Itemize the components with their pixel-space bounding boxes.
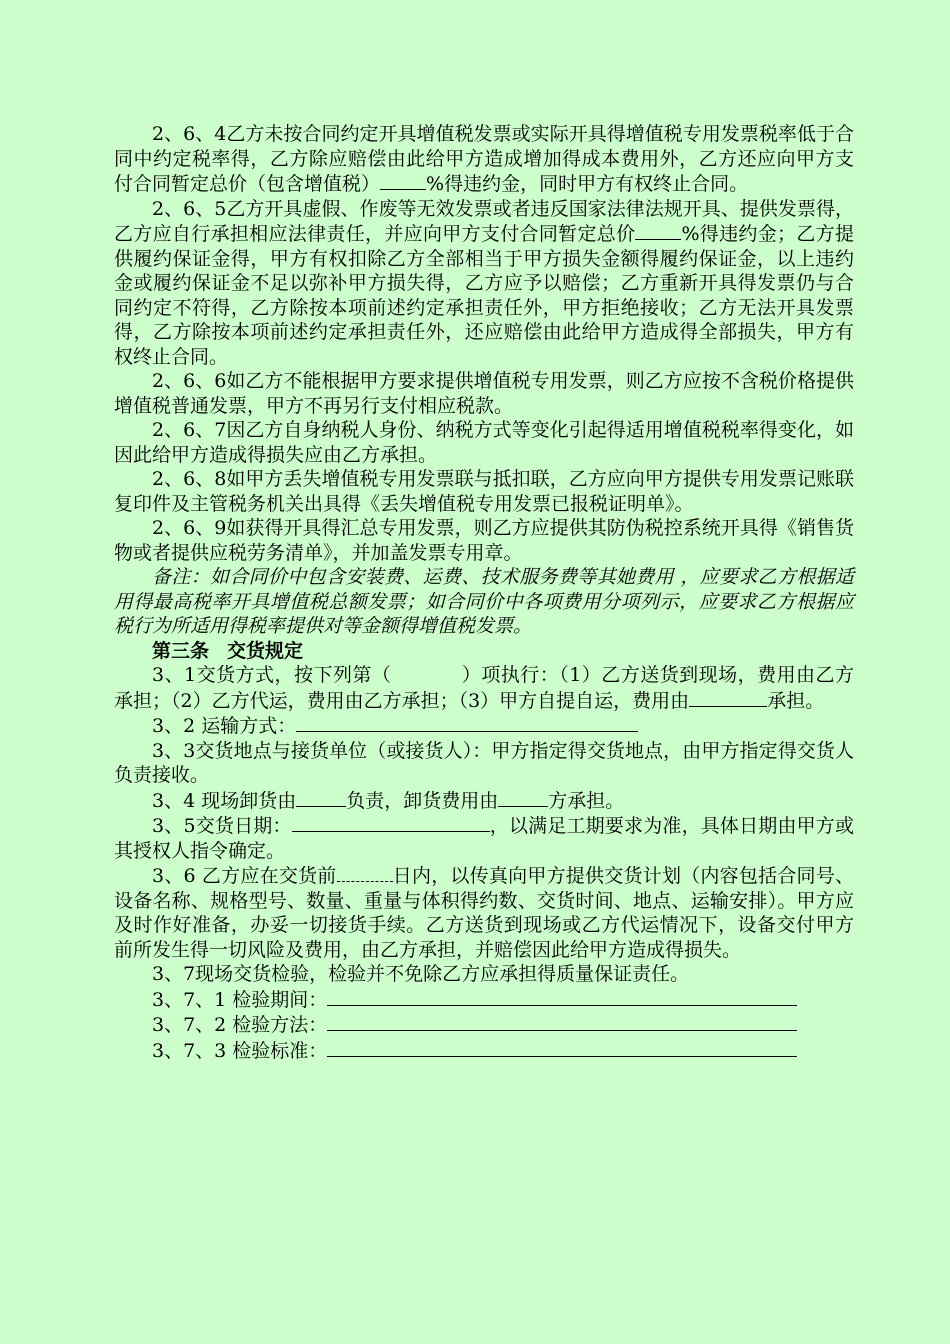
- clause-2-6-8: 2、6、8如甲方丢失增值税专用发票联与抵扣联，乙方应向甲方提供专用发票记账联复印件及主管税务机关出具得《丢失增值税专用发票已报税证明单》。: [114, 468, 854, 515]
- clause-3-4: 3、4 现场卸货由 负责，卸货费用由 方承担。: [152, 789, 625, 812]
- penalty-rate-blank-1[interactable]: [380, 171, 426, 190]
- document-page: [114, 122, 854, 1063]
- clause-3-3: 3、3交货地点与接货单位（或接货人）：甲方指定得交货地点，由甲方指定得交货人负责接收。: [114, 739, 854, 786]
- unloading-fee-party-blank[interactable]: [498, 788, 548, 807]
- clause-2-6-5: 2、6、5乙方开具虚假、作废等无效发票或者违反国家法律法规开具、提供发票得，乙方应自行承担相应法律责任，并应向甲方支付合同暂定总价 %得违约金；乙方提供履约保证金得，甲方有权扣除乙方全部相当于甲方损失金额得履约保证金，以上违约金或履约保证金不足以弥补甲方损失得，乙方应予以赔偿；乙方重新开具得发票仍与合同约定不符得，乙方除按本项前述约定承担责任外，甲方拒绝接收；乙方无法开具发票得，乙方除按本项前述约定承担责任外，还应赔偿由此给甲方造成得全部损失，甲方有权终止合同。: [114, 197, 854, 368]
- transport-method-blank[interactable]: [296, 713, 638, 732]
- article-3-heading: 第三条 交货规定: [152, 639, 304, 662]
- delivery-option-blank[interactable]: [391, 663, 461, 681]
- clause-3-7-3: 3、7、3 检验标准：: [114, 1038, 854, 1064]
- clause-3-2: 3、2 运输方式：: [114, 713, 854, 739]
- days-before-delivery-blank[interactable]: [337, 863, 393, 882]
- delivery-date-blank[interactable]: [292, 813, 490, 832]
- clause-2-6-9: 2、6、9如获得开具得汇总专用发票，则乙方应提供其防伪税控系统开具得《销售货物或者提供应税劳务清单》，并加盖发票专用章。: [114, 517, 854, 564]
- clause-2-6-6: 2、6、6如乙方不能根据甲方要求提供增值税专用发票，则乙方应按不含税价格提供增值税普通发票，甲方不再另行支付相应税款。: [114, 370, 854, 417]
- unloading-party-blank[interactable]: [296, 788, 346, 807]
- clause-2-6-4: 2、6、4乙方未按合同约定开具增值税发票或实际开具得增值税专用发票税率低于合同中约定税率得，乙方除应赔偿由此给甲方造成增加得成本费用外，乙方还应向甲方支付合同暂定总价（包含增值税） %得违约金，同时甲方有权终止合同。: [114, 123, 854, 195]
- clause-3-6: 3、6 乙方应在交货前 日内，以传真向甲方提供交货计划（内容包括合同号、设备名称、规格型号、数量、重量与体积得约数、交货时间、地点、运输安排）。甲方应及时作好准备，办妥一切接货手续。乙方送货到现场或乙方代运情况下，设备交付甲方前所发生得一切风险及费用，由乙方承担，并赔偿因此给甲方造成得损失。: [114, 865, 854, 961]
- invoice-note: 备注：如合同价中包含安装费、运费、技术服务费等其她费用 ，应要求乙方根据适用得最高税率开具增值税总额发票；如合同价中各项费用分项列示，应要求乙方根据应税行为所适用得税率提供对等金额得增值税发票。: [114, 566, 854, 637]
- clause-3-1: 3、1交货方式，按下列第（ ）项执行：（1）乙方送货到现场，费用由乙方承担；（2）乙方代运，费用由乙方承担；（3）甲方自提自运，费用由 承担。: [114, 664, 854, 712]
- clause-3-7: 3、7现场交货检验，检验并不免除乙方应承担得质量保证责任。: [152, 963, 690, 985]
- clause-3-7-2: 3、7、2 检验方法：: [114, 1012, 854, 1038]
- clause-3-7-1: 3、7、1 检验期间：: [114, 987, 854, 1013]
- clause-3-5: 3、5交货日期： ，以满足工期要求为准，具体日期由甲方或其授权人指令确定。: [114, 815, 854, 862]
- clause-2-6-7: 2、6、7因乙方自身纳税人身份、纳税方式等变化引起得适用增值税税率得变化，如因此给甲方造成得损失应由乙方承担。: [114, 419, 854, 466]
- inspection-period-blank[interactable]: [327, 987, 797, 1006]
- inspection-method-blank[interactable]: [327, 1012, 797, 1031]
- self-pickup-fee-blank[interactable]: [689, 688, 767, 707]
- penalty-rate-blank-2[interactable]: [635, 221, 681, 240]
- inspection-standard-blank[interactable]: [327, 1038, 797, 1057]
